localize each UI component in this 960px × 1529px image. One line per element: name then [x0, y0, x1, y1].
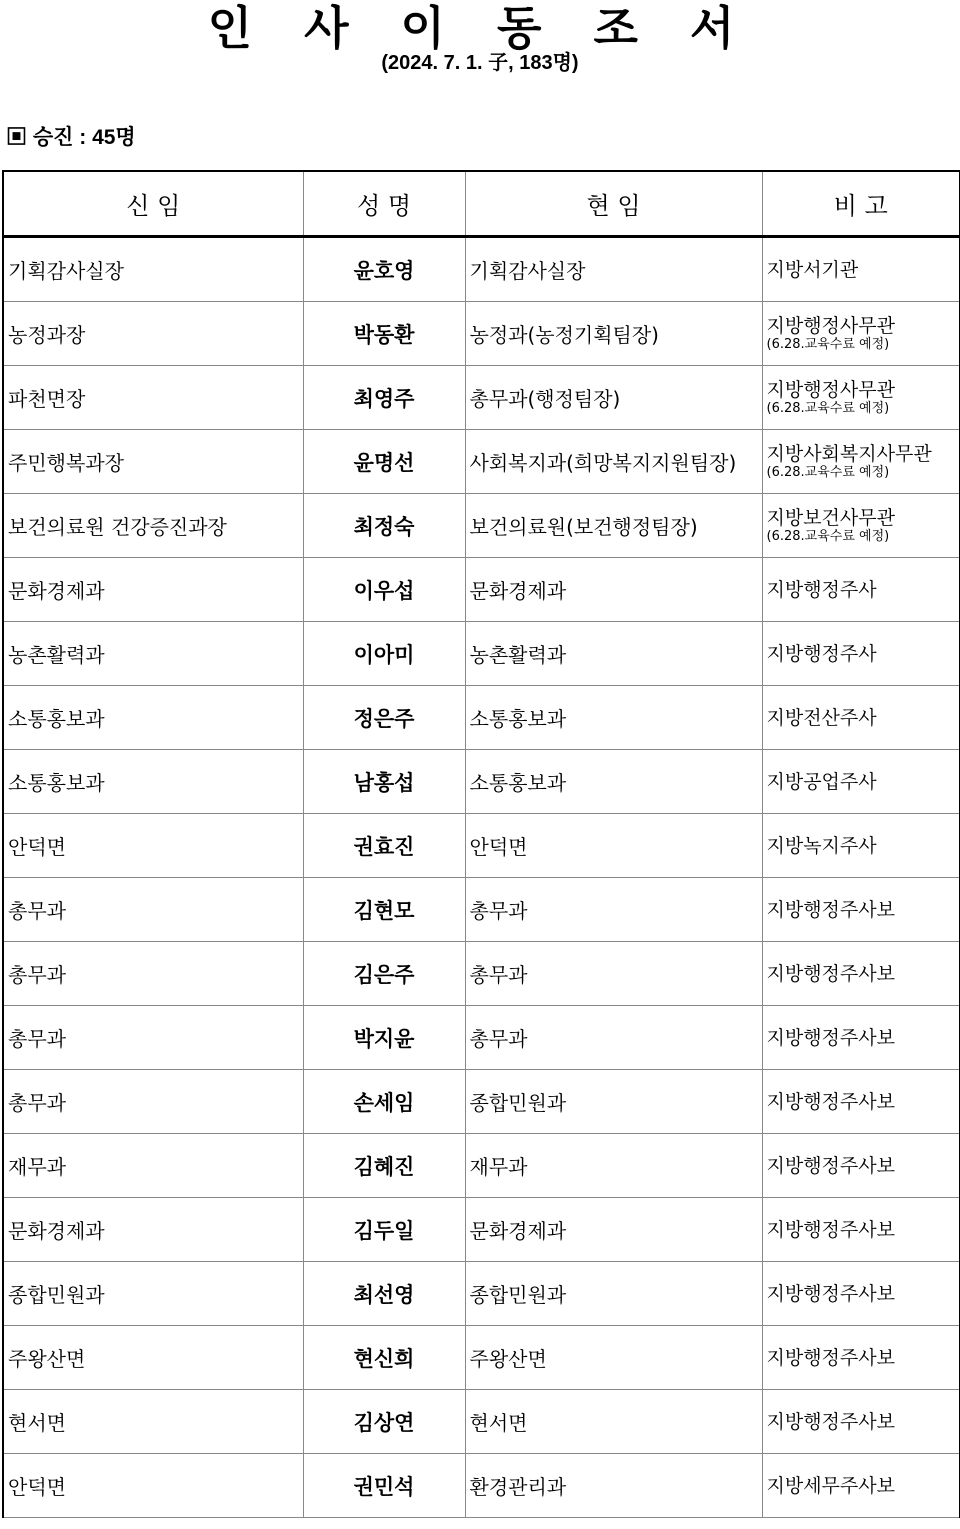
- cell-note: [762, 1326, 960, 1390]
- cell-new-post: 안덕면: [3, 1454, 303, 1518]
- cell-new-post: 기획감사실장: [3, 237, 303, 302]
- cell-name: 박동환: [303, 302, 465, 366]
- cell-current-post: 문화경제과: [465, 558, 762, 622]
- cell-note: [762, 686, 960, 750]
- note-rank: 지방서기관: [766, 258, 859, 281]
- personnel-table: [2, 170, 960, 1518]
- table-row: [3, 1390, 960, 1454]
- document-title: 인 사 이 동 조 서: [207, 1, 753, 55]
- note-rank: 지방행정주사보: [766, 1218, 895, 1241]
- table-row: [3, 1198, 960, 1262]
- note-rank: 지방행정주사보: [766, 1154, 895, 1177]
- cell-name: 권효진: [303, 814, 465, 878]
- cell-new-post: 주민행복과장: [3, 430, 303, 494]
- note-rank: 지방행정주사: [766, 578, 877, 601]
- cell-current-post: 소통홍보과: [465, 686, 762, 750]
- cell-new-post: 보건의료원 건강증진과장: [3, 494, 303, 558]
- cell-new-post: 총무과: [3, 942, 303, 1006]
- table-row: [3, 1326, 960, 1390]
- cell-name: 이아미: [303, 622, 465, 686]
- cell-current-post: 총무과: [465, 878, 762, 942]
- cell-new-post: 주왕산면: [3, 1326, 303, 1390]
- cell-current-post: 종합민원과: [465, 1070, 762, 1134]
- cell-name: 최정숙: [303, 494, 465, 558]
- note-rank: 지방행정주사보: [766, 1026, 895, 1049]
- cell-note: [762, 1262, 960, 1326]
- note-rank: 지방행정사무관: [766, 378, 895, 401]
- cell-new-post: 문화경제과: [3, 1198, 303, 1262]
- cell-note: [762, 558, 960, 622]
- table-row: [3, 750, 960, 814]
- column-header-new-post: 신 임: [3, 171, 303, 237]
- table-row: [3, 1134, 960, 1198]
- note-rank: 지방행정주사보: [766, 962, 895, 985]
- cell-name: 현신희: [303, 1326, 465, 1390]
- cell-note: [762, 366, 960, 430]
- cell-name: 정은주: [303, 686, 465, 750]
- cell-note: [762, 1134, 960, 1198]
- cell-new-post: 총무과: [3, 878, 303, 942]
- cell-new-post: 파천면장: [3, 366, 303, 430]
- cell-current-post: 총무과: [465, 942, 762, 1006]
- cell-current-post: 주왕산면: [465, 1326, 762, 1390]
- cell-name: 박지윤: [303, 1006, 465, 1070]
- column-header-name: 성 명: [303, 171, 465, 237]
- cell-note: [762, 237, 960, 302]
- cell-current-post: 소통홍보과: [465, 750, 762, 814]
- cell-name: 윤명선: [303, 430, 465, 494]
- note-rank: 지방녹지주사: [766, 834, 877, 857]
- cell-new-post: 안덕면: [3, 814, 303, 878]
- cell-note: [762, 1006, 960, 1070]
- cell-note: [762, 878, 960, 942]
- note-rank: 지방행정주사보: [766, 1090, 895, 1113]
- cell-current-post: 안덕면: [465, 814, 762, 878]
- cell-current-post: 환경관리과: [465, 1454, 762, 1518]
- note-rank: 지방행정주사보: [766, 1346, 895, 1369]
- cell-note: [762, 1198, 960, 1262]
- cell-note: [762, 750, 960, 814]
- table-row: [3, 1006, 960, 1070]
- cell-name: 김현모: [303, 878, 465, 942]
- table-row: [3, 878, 960, 942]
- cell-name: 윤호영: [303, 237, 465, 302]
- cell-note: [762, 1390, 960, 1454]
- table-row: [3, 558, 960, 622]
- cell-note: [762, 814, 960, 878]
- table-row: [3, 942, 960, 1006]
- cell-current-post: 농정과(농정기획팀장): [465, 302, 762, 366]
- note-rank: 지방세무주사보: [766, 1474, 895, 1497]
- cell-new-post: 총무과: [3, 1006, 303, 1070]
- cell-current-post: 보건의료원(보건행정팀장): [465, 494, 762, 558]
- cell-new-post: 현서면: [3, 1390, 303, 1454]
- cell-current-post: 사회복지과(희망복지지원팀장): [465, 430, 762, 494]
- cell-note: [762, 1454, 960, 1518]
- table-row: [3, 237, 960, 302]
- cell-new-post: 소통홍보과: [3, 686, 303, 750]
- note-rank: 지방행정사무관: [766, 314, 895, 337]
- cell-name: 최선영: [303, 1262, 465, 1326]
- cell-current-post: 총무과: [465, 1006, 762, 1070]
- document-subtitle: (2024. 7. 1. 子, 183명): [381, 52, 579, 74]
- cell-name: 손세임: [303, 1070, 465, 1134]
- cell-name: 김은주: [303, 942, 465, 1006]
- cell-new-post: 총무과: [3, 1070, 303, 1134]
- cell-current-post: 기획감사실장: [465, 237, 762, 302]
- note-rank: 지방행정주사보: [766, 1410, 895, 1433]
- cell-name: 김상연: [303, 1390, 465, 1454]
- table-row: [3, 494, 960, 558]
- note-rank: 지방공업주사: [766, 770, 877, 793]
- cell-note: [762, 430, 960, 494]
- note-training-remark: (6.28.교육수료 예정): [766, 400, 890, 416]
- table-row: [3, 366, 960, 430]
- cell-note: [762, 494, 960, 558]
- table-row: [3, 1262, 960, 1326]
- table-row: [3, 1454, 960, 1518]
- note-training-remark: (6.28.교육수료 예정): [766, 528, 890, 544]
- table-row: [3, 1070, 960, 1134]
- cell-name: 김두일: [303, 1198, 465, 1262]
- note-rank: 지방행정주사보: [766, 1282, 895, 1305]
- cell-new-post: 종합민원과: [3, 1262, 303, 1326]
- cell-note: [762, 302, 960, 366]
- table-row: [3, 430, 960, 494]
- cell-new-post: 농촌활력과: [3, 622, 303, 686]
- cell-current-post: 종합민원과: [465, 1262, 762, 1326]
- note-rank: 지방행정주사보: [766, 898, 895, 921]
- note-training-remark: (6.28.교육수료 예정): [766, 336, 890, 352]
- note-rank: 지방전산주사: [766, 706, 877, 729]
- table-row: [3, 302, 960, 366]
- cell-name: 김혜진: [303, 1134, 465, 1198]
- table-row: [3, 814, 960, 878]
- cell-current-post: 농촌활력과: [465, 622, 762, 686]
- note-rank: 지방행정주사: [766, 642, 877, 665]
- cell-note: [762, 942, 960, 1006]
- note-rank: 지방사회복지사무관: [766, 442, 932, 465]
- cell-note: [762, 1070, 960, 1134]
- cell-current-post: 문화경제과: [465, 1198, 762, 1262]
- section-heading: ▣ 승진 : 45명: [6, 126, 136, 149]
- note-training-remark: (6.28.교육수료 예정): [766, 464, 890, 480]
- cell-name: 권민석: [303, 1454, 465, 1518]
- cell-new-post: 소통홍보과: [3, 750, 303, 814]
- cell-current-post: 현서면: [465, 1390, 762, 1454]
- column-header-note: 비 고: [762, 171, 960, 237]
- table-header-row: [3, 171, 960, 237]
- table-row: [3, 622, 960, 686]
- cell-name: 최영주: [303, 366, 465, 430]
- cell-new-post: 재무과: [3, 1134, 303, 1198]
- cell-new-post: 농정과장: [3, 302, 303, 366]
- cell-name: 남홍섭: [303, 750, 465, 814]
- cell-new-post: 문화경제과: [3, 558, 303, 622]
- table-row: [3, 686, 960, 750]
- cell-note: [762, 622, 960, 686]
- cell-current-post: 총무과(행정팀장): [465, 366, 762, 430]
- cell-name: 이우섭: [303, 558, 465, 622]
- column-header-current-post: 현 임: [465, 171, 762, 237]
- cell-current-post: 재무과: [465, 1134, 762, 1198]
- note-rank: 지방보건사무관: [766, 506, 895, 529]
